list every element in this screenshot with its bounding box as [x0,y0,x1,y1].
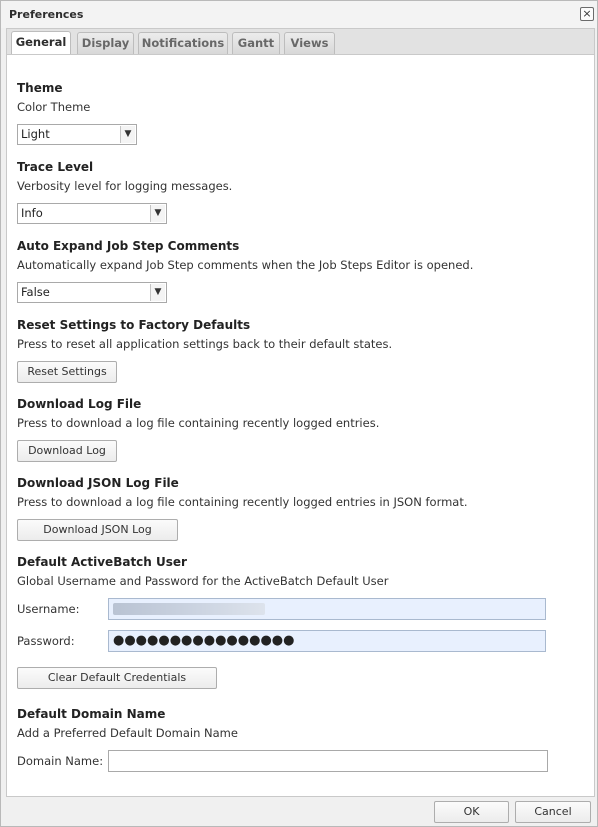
tab-gantt[interactable]: Gantt [232,32,280,55]
dialog-title: Preferences [9,8,84,21]
trace-title: Trace Level [17,160,94,174]
tab-views[interactable]: Views [284,32,335,55]
title-bar [1,1,597,28]
default-user-desc: Global Username and Password for the ActiveBatch Default User [17,574,389,588]
reset-title: Reset Settings to Factory Defaults [17,318,251,332]
auto-expand-title: Auto Expand Job Step Comments [17,239,240,253]
download-json-desc: Press to download a log file containing recently logged entries in JSON format. [17,495,468,509]
general-panel [6,54,595,797]
tab-notifications[interactable]: Notifications [138,32,228,55]
trace-select-value: Info [21,206,43,220]
username-label: Username: [17,602,80,616]
download-json-title: Download JSON Log File [17,476,179,490]
theme-desc: Color Theme [17,100,91,114]
theme-title: Theme [17,81,63,95]
theme-select-value: Light [21,127,50,141]
chevron-down-icon: ▼ [150,284,165,301]
domain-name-label: Domain Name: [17,754,104,768]
auto-expand-select[interactable] [17,282,167,303]
cancel-button[interactable]: Cancel [515,801,591,823]
domain-name-input[interactable] [108,750,548,772]
domain-desc: Add a Preferred Default Domain Name [17,726,238,740]
default-user-title: Default ActiveBatch User [17,555,187,569]
download-log-button[interactable]: Download Log [17,440,117,462]
chevron-down-icon: ▼ [150,205,165,222]
password-label: Password: [17,634,75,648]
auto-expand-select-value: False [21,285,50,299]
download-log-desc: Press to download a log file containing recently logged entries. [17,416,380,430]
redacted-username [113,603,265,615]
tab-display[interactable]: Display [77,32,134,55]
tab-general[interactable]: General [11,31,71,55]
tab-strip [6,28,595,54]
domain-title: Default Domain Name [17,707,166,721]
trace-desc: Verbosity level for logging messages. [17,179,233,193]
reset-settings-button[interactable]: Reset Settings [17,361,117,383]
password-input[interactable]: ●●●●●●●●●●●●●●●● [108,630,546,652]
ok-button[interactable]: OK [434,801,509,823]
theme-select[interactable] [17,124,137,145]
chevron-down-icon: ▼ [120,126,135,143]
download-json-log-button[interactable]: Download JSON Log [17,519,178,541]
clear-default-credentials-button[interactable]: Clear Default Credentials [17,667,217,689]
download-log-title: Download Log File [17,397,142,411]
trace-select[interactable] [17,203,167,224]
auto-expand-desc: Automatically expand Job Step comments when the Job Steps Editor is opened. [17,258,474,272]
reset-desc: Press to reset all application settings back to their default states. [17,337,393,351]
close-icon[interactable]: × [580,7,594,21]
username-input[interactable] [108,598,546,620]
